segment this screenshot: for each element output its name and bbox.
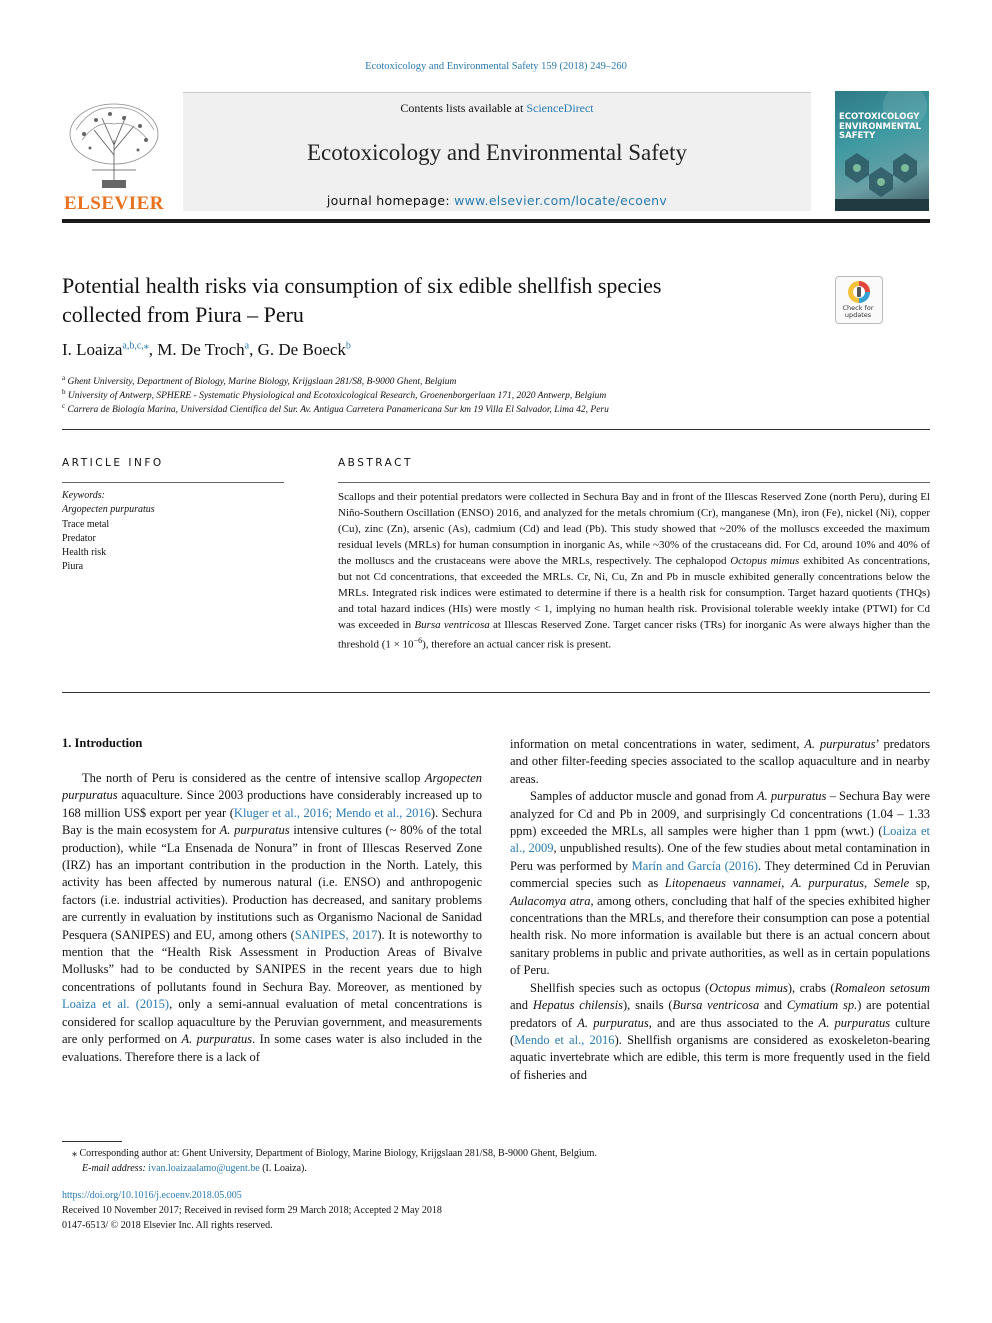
species-name: Cymatium sp. [786, 998, 858, 1013]
text-segment: , [781, 876, 792, 891]
keyword-item: Trace metal [62, 518, 110, 530]
affiliation [62, 402, 930, 415]
cover-title [839, 113, 927, 142]
paragraph [510, 788, 930, 979]
crossmark-label-line-1: Check for [842, 304, 874, 312]
text-segment: Shellfish species such as octopus ( [530, 980, 710, 995]
affiliation-text: Ghent University, Department of Biology, Marine Biology, Krijgslaan 281/S8, B-9000 Ghent, Belgium [67, 377, 457, 388]
article-info-heading: ARTICLE INFO [62, 457, 164, 469]
crossmark-icon [847, 280, 871, 304]
journal-citation[interactable]: Ecotoxicology and Environmental Safety 159 (2018) 249–260 [365, 61, 627, 72]
abstract-rule [338, 482, 930, 483]
affiliation-text: University of Antwerp, SPHERE - Systematic Physiological and Ecotoxicological Research, Groenenborgerlaan 171, 2020 Antwerp, Belgium [67, 391, 607, 402]
email-link[interactable]: ivan.loaizaalamo@ugent.be [148, 1163, 260, 1174]
species-name: Aulacomya atra [510, 893, 591, 908]
text-segment: culture ( [510, 1015, 930, 1047]
cover-title-line-1: ECOTOXICOLOGY [839, 112, 920, 122]
email-suffix: (I. Loaiza). [259, 1163, 307, 1174]
article-info-rule [62, 482, 284, 483]
species-name: A. purpuratus [804, 737, 876, 751]
text-segment: – Sechura Bay were analyzed for Cd and Pb in 2009, and surprisingly Cd concentrations (1.04 – 1.33 ppm) exceeded the MRLs, all samples were higher than 1 ppm (wwt.) ( [510, 789, 931, 839]
author-separator: , [249, 340, 258, 359]
affiliation-text: Carrera de Biología Marina, Universidad Científica del Sur. Av. Antigua Carretera Panamericana Sur km 19 Villa El Salvador, Lima 42, Peru [67, 405, 609, 416]
author-separator: , [148, 340, 158, 359]
keywords-block [62, 489, 284, 575]
footnote-text: Corresponding author at: Ghent University, Department of Biology, Marine Biology, Krijgslaan 281/S8, B-9000 Ghent, Belgium. [77, 1148, 597, 1159]
section-heading-introduction: 1. Introduction [62, 736, 143, 750]
keyword-item: Argopecten purpuratus [62, 504, 155, 516]
elsevier-wordmark: ELSEVIER [63, 193, 165, 214]
species-name: Romaleon setosum [834, 980, 930, 995]
affiliation [62, 374, 930, 387]
text-segment: ) are potential predators of [510, 998, 930, 1030]
doi-link[interactable]: https://doi.org/10.1016/j.ecoenv.2018.05.005 [62, 1190, 242, 1201]
body-column-right [510, 736, 930, 1084]
journal-cover-image[interactable] [835, 91, 929, 211]
abstract-text [338, 489, 930, 653]
sciencedirect-link[interactable]: ScienceDirect [526, 101, 594, 115]
citation-link[interactable]: SANIPES, 2017 [294, 927, 378, 942]
species-name: Bursa ventricosa [672, 998, 760, 1013]
text-segment: , among others, concluding that half of the species exhibited higher concentrations than the MRLs, and therefore their consumption can pose a potential health risk. No more information is available but there is an actual concern about sanitary problems in public and private authorities, as well as in certain populations of Peru. [510, 893, 930, 978]
affiliation-mark: c [62, 402, 66, 410]
species-name: Octopus mimus [709, 980, 788, 995]
author-affiliation-marks[interactable]: a [244, 340, 250, 352]
abstract-species: Bursa ventricosa [414, 619, 490, 632]
email-line [62, 1161, 930, 1176]
text-segment: aquaculture. Since 2003 productions have considerably increased up to 168 million US$ export per year ( [62, 788, 482, 820]
author-affiliation-marks[interactable]: a,b,c,⁎ [122, 340, 149, 352]
text-segment: ). Sechura Bay is the main ecosystem for [62, 805, 482, 838]
abstract-segment: ), therefore an actual cancer risk is present. [422, 639, 612, 652]
copyright-line: 0147-6513/ © 2018 Elsevier Inc. All rights reserved. [62, 1220, 273, 1231]
species-name: Argopecten purpuratus [62, 771, 482, 803]
abstract-segment: at Illescas Reserved Zone. Target cancer risks (TRs) for inorganic As were always higher than the threshold (1 × 10 [338, 619, 931, 652]
author-list [62, 340, 802, 360]
abstract-heading: ABSTRACT [338, 457, 413, 469]
keyword-item: Piura [62, 561, 84, 573]
corresponding-author-footnote [62, 1146, 930, 1176]
body-column-left [62, 770, 482, 1066]
received-dates: Received 10 November 2017; Received in revised form 29 March 2018; Accepted 2 May 2018 [62, 1205, 442, 1216]
cover-title-line-2: ENVIRONMENTAL [839, 121, 922, 132]
author-name[interactable]: I. Loaiza [62, 340, 123, 359]
citation-link[interactable]: Marín and García (2016) [631, 858, 758, 873]
text-segment: , [863, 876, 874, 891]
text-segment: , unpublished results). One of the few studies about metal contamination in Peru was performed by [510, 841, 930, 873]
author-affiliation-marks[interactable]: b [345, 340, 351, 352]
footnote-mark: ⁎ [72, 1148, 77, 1159]
paragraph [62, 770, 482, 1066]
text-segment: and [759, 998, 787, 1013]
citation-link[interactable]: Loaiza et al., 2009 [510, 824, 931, 856]
text-segment: , and are thus associated to the [648, 1015, 819, 1030]
species-name: Semele [873, 876, 910, 891]
keywords-label: Keywords: [62, 490, 105, 501]
text-segment: ). Shellfish organisms are considered as exoskeleton-bearing aquatic invertebrate which are edible, this term is more frequently used in the field of fisheries and [510, 1032, 930, 1082]
affiliation [62, 388, 930, 401]
crossmark-label [835, 305, 881, 319]
abstract-exponent: −6 [413, 636, 423, 646]
paragraph [510, 736, 930, 788]
species-name: Litopenaeus vannamei [664, 876, 782, 891]
article-title [62, 271, 802, 329]
species-name: A. purpuratus [756, 789, 827, 804]
species-name: A. purpuratus [818, 1015, 891, 1030]
text-segment: and [510, 998, 533, 1013]
species-name: A. purpuratus [791, 876, 864, 891]
text-segment: ’ predators and other filter-feeding species associated to the scallop aquaculture and in nearby areas. [510, 737, 931, 786]
homepage-prefix: journal homepage: [326, 193, 455, 208]
keyword-item: Predator [62, 532, 96, 544]
text-segment: sp, [909, 876, 930, 891]
article-title-line-2: collected from Piura – Peru [62, 302, 304, 327]
author-name[interactable]: G. De Boeck [257, 340, 346, 359]
species-name: A. purpuratus [219, 823, 290, 838]
section-divider [62, 429, 930, 430]
text-segment: The north of Peru is considered as the centre of intensive scallop [82, 771, 425, 785]
citation-link[interactable]: Mendo et al., 2016 [514, 1032, 615, 1047]
species-name: A. purpuratus [181, 1032, 253, 1047]
journal-title: Ecotoxicology and Environmental Safety [306, 140, 688, 165]
text-segment: ), snails ( [623, 998, 673, 1013]
cover-title-line-3: SAFETY [839, 131, 876, 141]
text-segment: Samples of adductor muscle and gonad from [530, 789, 757, 804]
citation-link[interactable]: Loaiza et al. (2015) [62, 997, 170, 1012]
footnote-rule [62, 1141, 122, 1142]
email-label: E-mail address: [82, 1163, 149, 1174]
citation-link[interactable]: Kluger et al., 2016; Mendo et al., 2016 [233, 805, 431, 820]
contents-line [183, 101, 811, 116]
text-segment: . They determined Cd in Peruvian commercial species such as [510, 858, 930, 891]
species-name: A. purpuratus [577, 1015, 649, 1030]
text-segment: . In some cases water is also included in the evaluations. Therefore there is a lack of [62, 1032, 482, 1064]
contents-prefix: Contents lists available at [400, 101, 527, 115]
header-rule [62, 219, 930, 223]
journal-homepage-line [183, 193, 811, 208]
homepage-link[interactable]: www.elsevier.com/locate/ecoenv [454, 193, 668, 208]
text-segment: ), crabs ( [787, 980, 835, 995]
crossmark-label-line-2: updates [844, 311, 872, 319]
text-segment: information on metal concentrations in water, sediment, [510, 737, 805, 751]
article-title-line-1: Potential health risks via consumption of six edible shellfish species [62, 273, 662, 298]
affiliation-mark: b [62, 388, 66, 396]
affiliation-mark: a [62, 374, 66, 382]
section-divider [62, 692, 930, 693]
corresponding-author-line [62, 1146, 930, 1161]
author-name[interactable]: M. De Troch [157, 340, 245, 359]
abstract-segment: Scallops and their potential predators were collected in Sechura Bay and in front of the Illescas Reserved Zone (north Peru), during El Niño-Southern Oscillation (ENSO) 2016, and analyzed for the metals chromium (Cr), manganese (Mn), iron (Fe), nickel (Ni), copper (Cu), zinc (Zn), arsenic (As), cadmium (Cd) and lead (Pb). This study showed that ~20% of the molluscs exceeded the maximum residual levels (MRLs) for human consumption in inorganic As, while ~30% of the crustaceans did. For Cd, around 10% and 40% of the molluscs and the crustaceans were above the MRLs, respectively. The cephalopod [338, 491, 930, 568]
text-segment: intensive cultures (~ 80% of the total production), while “La Ensenada de Nonura” in front of Illescas Reserved Zone (IRZ) has an important contribution in the production in the North. Lately, this activity has been affected by numerous natural (i.e. ENSO) and anthropogenic factors (i.e. industrial activities). Production has decreased, and sanitary problems are currently in evaluation by institutions such as Organismo Nacional de Sanidad Pesquera (SANIPES) and EU, among others ( [62, 823, 482, 942]
paragraph [510, 980, 930, 1084]
text-segment: , only a semi-annual evaluation of metal concentrations is considered for scallop aquaculture by the Peruvian government, and measurements are only performed on [62, 997, 483, 1047]
species-name: Hepatus chilensis [532, 998, 624, 1013]
abstract-species: Octopus mimus [730, 555, 800, 568]
text-segment: ). It is noteworthy to mention that the “Health Risk Assessment in Production Areas of Bivalve Mollusks” had to be conducted by SANIPES in the recent years due to high concentrations of pollutants found in Sechura Bay. Moreover, as mentioned by [62, 927, 482, 994]
abstract-segment: exhibited As concentrations, but not Cd concentrations, that exceeded the MRLs. Cr, Ni, Cu, Zn and Pb in muscle exhibited generally concentrations below the MRLs. Integrated risk indices were estimated to determine if there is a health risk for consumption. Target hazard quotients (THQs) and total hazard indices (HIs) were mostly < 1, implying no human health risk. Provisional tolerable weekly intake (PTWI) for Cd was exceeded in [338, 555, 930, 632]
doi-line [62, 1188, 930, 1203]
keyword-item: Health risk [62, 547, 107, 559]
